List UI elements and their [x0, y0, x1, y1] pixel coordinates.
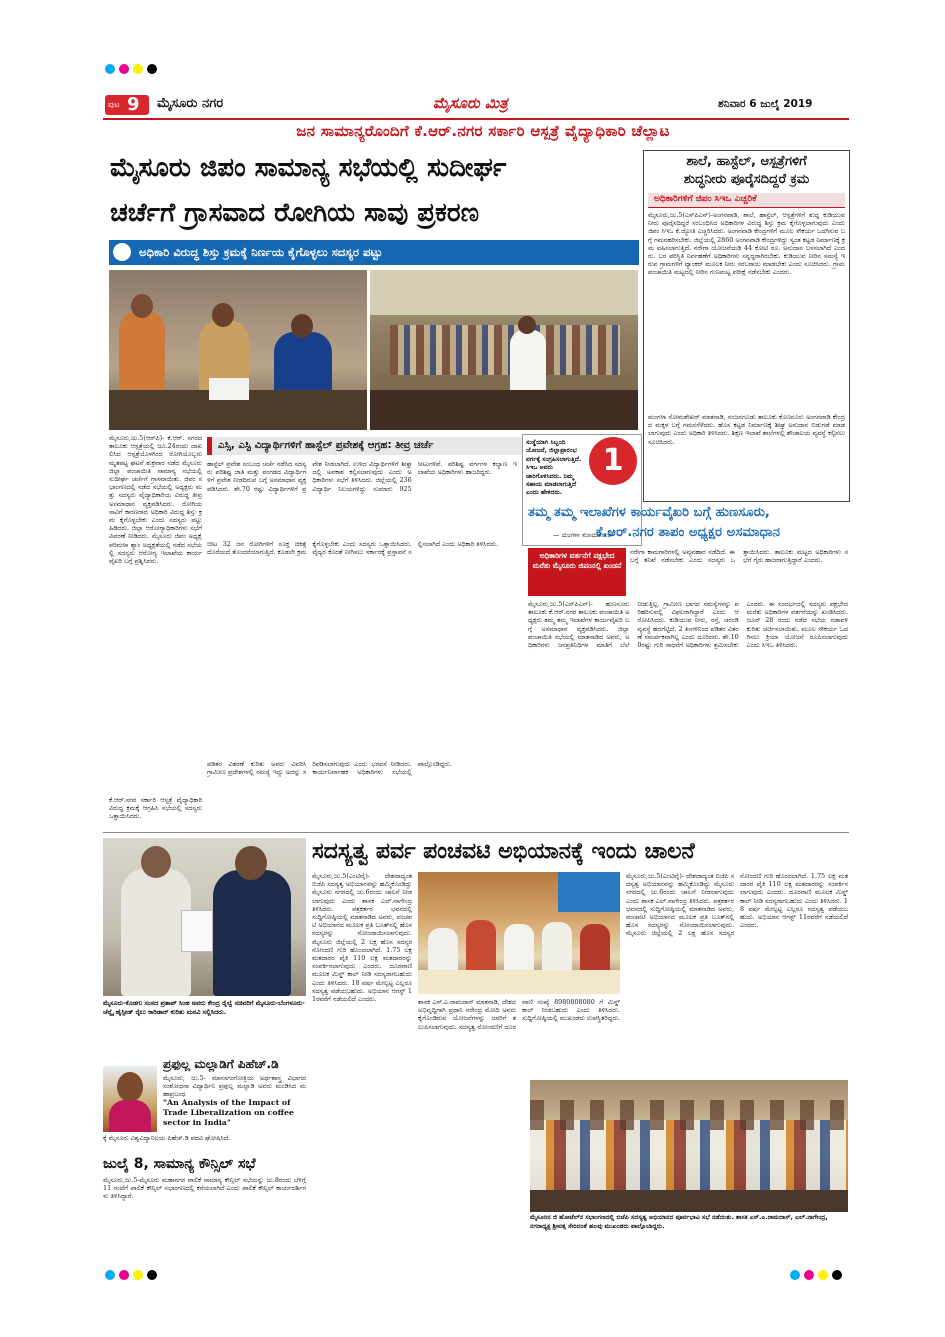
mp-photo-caption: ಮೈಸೂರು-ಕೊಡಗು ಸಂಸದ ಪ್ರತಾಪ್ ಸಿಂಹ ಅವರು ಕೇಂದ್ರ ರೈಲ್ವೆ ಸಚಿವರಿಗೆ ಮೈಸೂರು-ಬೆಂಗಳೂರು-ಚೆನ್ನೈ ಹೈಸ್ಪೀಡ್ ರೈಲು ಕಾರಿಡಾರ್ ಕುರಿತು ಮನವಿ ಸಲ್ಲಿಸಿದರು.: [103, 999, 305, 1016]
page-label: ಪುಟ: [108, 100, 120, 109]
registration-mark-magenta: [119, 64, 129, 74]
phd-thesis-title: "An Analysis of the Impact of Trade Liberalization on coffee sector in India": [163, 1098, 294, 1127]
water-body-continued: ಮಂಗಳಾ ಸೋಮಶೇಖರ್ ಮಾತನಾಡಿ, ನಂಜನಗೂಡು ತಾಲೂಕು ಕೊಣನೂರು ಅಂಗನವಾಡಿ ಕೇಂದ್ರದ ಮಕ್ಕಳ ಬಗ್ಗೆ ಗಮನಸೆಳೆದರು. ಹೊಸ ಕಟ್ಟಡ ನಿರ್ಮಾಣಕ್ಕೆ ಶೀಘ್ರ ಅನುದಾನ ಬಿಡುಗಡೆ ಮಾಡಲಾಗುವುದು ಎಂದು ಅಧಿಕಾರಿ ತಿಳಿಸಿದರು. ಶಿಕ್ಷಣ ಇಲಾಖೆ ಶಾಲೆಗಳಲ್ಲಿ ಶೌಚಾಲಯ ವ್ಯವಸ್ಥೆ ಕಲ್ಪಿಸಲು ಸೂಚಿಸಿದರು.: [648, 413, 845, 446]
page-number-badge: [105, 95, 149, 115]
phd-story: [103, 1056, 306, 1152]
lead-subhead: ಅಧಿಕಾರಿ ವಿರುದ್ಧ ಶಿಸ್ತು ಕ್ರಮಕ್ಕೆ ನಿರ್ಣಯ ಕೈಗೊಳ್ಳಲು ಸದಸ್ಯರ ಪಟ್ಟು: [139, 245, 383, 259]
meeting-photo-hall: [370, 270, 638, 430]
lead-body-continued: ಬೀಟ 32 ಜನ ರೋಗಿಗಳಿಗೆ ಸೂಕ್ತ ಚಿಕಿತ್ಸೆ ದೊರೆಯದೆ ತೊಂದರೆಯಾಗುತ್ತಿದೆ. ಕೂಡಲೇ ಕ್ರಮ ಕೈಗೊಳ್ಳಬೇಕು ಎಂದು ಸದಸ್ಯರು ಒತ್ತಾಯಿಸಿದರು. ವೈದ್ಯರ ಕೊರತೆ ನೀಗಿಸಲು ಸರ್ಕಾರಕ್ಕೆ ಪ್ರಸ್ತಾವನೆ ಸಲ್ಲಿಸಲಾಗಿದೆ ಎಂದು ಅಧಿಕಾರಿ ತಿಳಿಸಿದರು.: [207, 540, 499, 557]
hostel-body: ಹಾಸ್ಟೆಲ್ ಪ್ರವೇಶ ಸಂಬಂಧ ಚರ್ಚೆ ನಡೆಸಿದ ಸದಸ್ಯರು ಪರಿಶಿಷ್ಟ ಜಾತಿ ಮತ್ತು ಪಂಗಡದ ವಿದ್ಯಾರ್ಥಿಗಳಿಗೆ ಪ್ರವೇಶ ನೀಡದಿರುವ ಬಗ್ಗೆ ಅಸಮಾಧಾನ ವ್ಯಕ್ತಪಡಿಸಿದರು. ಶೇ.70 ರಷ್ಟು ವಿದ್ಯಾರ್ಥಿಗಳಿಗೆ ಪ್ರವೇಶ ನೀಡಲಾಗಿದೆ. ಉಳಿದ ವಿದ್ಯಾರ್ಥಿಗಳಿಗೆ ಶೀಘ್ರದಲ್ಲಿ ಅವಕಾಶ ಕಲ್ಪಿಸಲಾಗುವುದು ಎಂದು ಅಧಿಕಾರಿಗಳು ಸಭೆಗೆ ತಿಳಿಸಿದರು. ಜಿಲ್ಲೆಯಲ್ಲಿ 236 ವಿದ್ಯಾರ್ಥಿ ನಿಲಯಗಳಿದ್ದು ಸುಮಾರು 925 ಸೀಟುಗಳಿವೆ. ಪರಿಶಿಷ್ಟ ವರ್ಗಗಳ ಕಲ್ಯಾಣ ಇಲಾಖೆಯ ಅಧಿಕಾರಿಗಳು ಹಾಜರಿದ್ದರು.: [207, 460, 517, 493]
water-subhead-bar: [648, 193, 845, 208]
page-header: [103, 93, 849, 117]
registration-mark-cyan: [105, 1270, 115, 1280]
bullet-icon: [113, 243, 131, 261]
lead-body-note: ಕೆ.ಆರ್.ನಗರ ಸರ್ಕಾರಿ ಆಸ್ಪತ್ರೆ ವೈದ್ಯಾಧಿಕಾರಿ ವಿರುದ್ಧ ಕ್ರಮಕ್ಕೆ ಆಗ್ರಹಿಸಿ ಸಭೆಯಲ್ಲಿ ಸದಸ್ಯರು ಒತ್ತಾಯಿಸಿದರು.: [109, 796, 202, 821]
registration-mark-black: [147, 1270, 157, 1280]
bjp-meeting-group-photo: [530, 1080, 848, 1212]
council-headline: ಜುಲೈ 8, ಸಾಮಾನ್ಯ ಕೌನ್ಸಿಲ್ ಸಭೆ: [103, 1156, 256, 1172]
lead-headline-line-2: ಚರ್ಚೆಗೆ ಗ್ರಾಸವಾದ ರೋಗಿಯ ಸಾವು ಪ್ರಕರಣ: [110, 198, 480, 228]
phd-headline: ಪ್ರಫುಲ್ಲ ಮಲ್ಲಾಡಿಗೆ ಪಿಹೆಚ್.ಡಿ: [163, 1057, 279, 1071]
lead-subhead-bar: [109, 240, 639, 265]
water-headline-line-2: ಶುದ್ಧನೀರು ಪೂರೈಸದಿದ್ದರೆ ಕ್ರಮ: [683, 172, 810, 187]
registration-mark-black: [147, 64, 157, 74]
registration-mark-cyan: [105, 64, 115, 74]
registration-mark-black: [832, 1270, 842, 1280]
masthead: ಮೈಸೂರು ಮಿತ್ರ: [433, 94, 508, 112]
pullquote-number: 1: [589, 437, 637, 485]
group-photo-caption: ಮೈಸೂರಿನ ಜಿ ಹೋಟೆಲ್‌ನ ಸಭಾಂಗಣದಲ್ಲಿ ಬಿಜೆಪಿ ಸದಸ್ಯತ್ವ ಅಭಿಯಾನದ ಪೂರ್ವಭಾವಿ ಸಭೆ ನಡೆಯಿತು. ಶಾಸಕ ಎಸ್.ಎ.ರಾಮದಾಸ್, ಎಲ್.ನಾಗೇಂದ್ರ, ನಗರಾಧ್ಯಕ್ಷ ಶ್ರೀವತ್ಸ ಸೇರಿದಂತೆ ಹಲವು ಮುಖಂಡರು ಪಾಲ್ಗೊಂಡಿದ್ದರು.: [530, 1214, 828, 1230]
lead-headline-line-1: ಮೈಸೂರು ಜಿಪಂ ಸಾಮಾನ್ಯ ಸಭೆಯಲ್ಲಿ ಸುದೀರ್ಘ: [110, 153, 507, 183]
water-story-box: [643, 150, 850, 502]
panchavati-headline: ಸದಸ್ಯತ್ವ ಪರ್ವ ಪಂಚವಟಿ ಅಭಿಯಾನಕ್ಕೆ ಇಂದು ಚಾಲನೆ: [312, 839, 695, 864]
pullquote-text: ಸಂಸ್ಥೆಯಾಗಿ ಸಿಬ್ಬಂದಿ ಯೋಜನೆ, ಜಿಲ್ಲಾಪ್ರಾರಂಭ ವರ್ಗಕ್ಕೆ ಸಂಗ್ರಹಿಸಲಾಗುತ್ತಿದೆ. ಸಿಇಒ ಅವರು ಜಾರಿಗೊಳಿಸಿದರು. ನಿಮ್ಮ ಸಹಾಯ ಮಾಡಲಾಗುತ್ತಿದೆ ಎಂದು ಹೇಳಿದರು.: [526, 439, 582, 497]
phd-body-end: ಕ್ಕೆ ಮೈಸೂರು ವಿಶ್ವವಿದ್ಯಾನಿಲಯ ಪಿಹೆಚ್.ಡಿ ಪದವಿ ಘೋಷಿಸಿದೆ.: [103, 1134, 231, 1142]
taluk-body-intro: ನರೇಗಾ ಕಾಮಗಾರಿಗಳಲ್ಲಿ ಅವ್ಯವಹಾರ ನಡೆದಿದೆ. ಈ ಬಗ್ಗೆ ತನಿಖೆ ನಡೆಸಬೇಕು ಎಂದು ಸದಸ್ಯರು ಒತ್ತಾಯಿಸಿದರು. ತಾಲೂಕು ಮಟ್ಟದ ಅಧಿಕಾರಿಗಳು ಸಭೆಗೆ ಗೈರು ಹಾಜರಾಗುತ್ತಿದ್ದಾರೆ ಎಂದರು.: [630, 548, 848, 565]
hostel-headline: ಎಸ್ಸಿ, ಎಸ್ಟಿ ವಿದ್ಯಾರ್ಥಿಗಳಿಗೆ ಹಾಸ್ಟೆಲ್ ಪ್ರವೇಶಕ್ಕೆ ಆಗ್ರಹ: ತೀವ್ರ ಚರ್ಚೆ: [218, 440, 434, 451]
council-body: ಮೈಸೂರು,ಜು.5-ಮೈಸೂರು ಮಹಾನಗರ ಪಾಲಿಕೆ ಸಾಮಾನ್ಯ ಕೌನ್ಸಿಲ್ ಸಭೆಯನ್ನು ಜು.8ರಂದು ಬೆಳಿಗ್ಗೆ 11 ಗಂಟೆಗೆ ಪಾಲಿಕೆ ಕೌನ್ಸಿಲ್ ಸಭಾಂಗಣದಲ್ಲಿ ಕರೆಯಲಾಗಿದೆ ಎಂದು ಪಾಲಿಕೆ ಕೌನ್ಸಿಲ್ ಕಾರ್ಯದರ್ಶಿಗಳು ತಿಳಿಸಿದ್ದಾರೆ.: [103, 1176, 306, 1201]
section-title: ಮೈಸೂರು ನಗರ: [157, 96, 224, 111]
water-body: ಮೈಸೂರು,ಜು.5(ಎಸ್‌ಪಿಎನ್)-ಅಂಗನವಾಡಿ, ಶಾಲೆ, ಹಾಸ್ಟೆಲ್, ಆಸ್ಪತ್ರೆಗಳಿಗೆ ಶುದ್ಧ ಕುಡಿಯುವ ನೀರು ಪೂರೈಸದಿದ್ದರೆ ಸಂಬಂಧಿಸಿದ ಅಧಿಕಾರಿಗಳ ವಿರುದ್ಧ ಶಿಸ್ತು ಕ್ರಮ ಕೈಗೊಳ್ಳಲಾಗುವುದು ಎಂದು ಜಿಪಂ ಸಿಇಒ ಕೆ.ಜ್ಯೋತಿ ಎಚ್ಚರಿಸಿದರು. ಅಂಗನವಾಡಿ ಕೇಂದ್ರಗಳಿಗೆ ಮೂಲ ಸೌಕರ್ಯ ಒದಗಿಸುವ ಬಗ್ಗೆ ಗಮನಹರಿಸಬೇಕು. ಜಿಲ್ಲೆಯಲ್ಲಿ 2860 ಅಂಗನವಾಡಿ ಕೇಂದ್ರಗಳಿದ್ದು ಸ್ವಂತ ಕಟ್ಟಡ ನಿರ್ಮಾಣಕ್ಕೆ ಕ್ರಮ ವಹಿಸಲಾಗುತ್ತಿದೆ. ನರೇಗಾ ಯೋಜನೆಯಡಿ 44 ಕೋಟಿ ರೂ. ಅನುದಾನ ಬಳಸಲಾಗಿದೆ ಎಂದರು. ಬರ ಪರಿಸ್ಥಿತಿ ನಿರ್ವಹಣೆಗೆ ಅಧಿಕಾರಿಗಳು ಸನ್ನದ್ಧರಾಗಿರಬೇಕು. ಕುಡಿಯುವ ನೀರಿನ ಸಮಸ್ಯೆ ಇರುವ ಗ್ರಾಮಗಳಿಗೆ ಟ್ಯಾಂಕರ್ ಮೂಲಕ ನೀರು ಸರಬರಾಜು ಮಾಡಬೇಕು ಎಂದು ಸೂಚಿಸಿದರು. ಗ್ರಾಮ ಪಂಚಾಯಿತಿ ಮಟ್ಟದಲ್ಲಿ ನೀರಿನ ಗುಣಮಟ್ಟ ಪರೀಕ್ಷೆ ನಡೆಸಬೇಕು ಎಂದರು.: [648, 211, 845, 277]
phd-portrait-photo: [103, 1066, 157, 1132]
panchavati-body-column-2: ಶಾಸಕ ಎಸ್.ಎ.ರಾಮದಾಸ್ ಮಾತನಾಡಿ, ದೇಶದ ಅಭಿವೃದ್ಧಿಗಾಗಿ ಪ್ರಧಾನಿ ನರೇಂದ್ರ ಮೋದಿ ಅವರು ಕೈಗೊಂಡಿರುವ ಯೋಜನೆಗಳನ್ನು ಜನರಿಗೆ ತಲುಪಿಸಲಾಗುವುದು. ಸದಸ್ಯತ್ವ ನೋಂದಣಿಗೆ ದೂರವಾಣಿ ಸಂಖ್ಯೆ 8980808080 ಗೆ ಮಿಸ್ಡ್ ಕಾಲ್ ನೀಡಬಹುದು ಎಂದು ತಿಳಿಸಿದರು. ಸುದ್ದಿಗೋಷ್ಠಿಯಲ್ಲಿ ಮುಖಂಡರು ಉಪಸ್ಥಿತರಿದ್ದರು.: [418, 998, 620, 1031]
kicker-headline: ಜನ ಸಾಮಾನ್ಯರೊಂದಿಗೆ ಕೆ.ಆರ್.ನಗರ ಸರ್ಕಾರಿ ಆಸ್ಪತ್ರೆ ವೈದ್ಯಾಧಿಕಾರಿ ಚೆಲ್ಲಾಟ: [296, 122, 670, 140]
mp-petition-photo: [103, 838, 306, 996]
phd-body: ಮೈಸೂರು, ಜು.5- ಮಾನಸಗಂಗೋತ್ರಿಯ ಅರ್ಥಶಾಸ್ತ್ರ ವಿಭಾಗದ ಸಂಶೋಧನಾ ವಿದ್ಯಾರ್ಥಿನಿ ಪ್ರಫುಲ್ಲ ಮಲ್ಲಾಡಿ ಅವರು ಮಂಡಿಸಿದ ಮಹಾಪ್ರಬಂಧ: [163, 1074, 306, 1098]
taluk-headline-line-1: ತಮ್ಮ ತಮ್ಮ ಇಲಾಖೆಗಳ ಕಾರ್ಯವೈಖರಿ ಬಗ್ಗೆ ಹುಣಸೂರು,: [528, 505, 770, 520]
registration-mark-yellow: [818, 1270, 828, 1280]
hostel-headline-bar: [207, 437, 522, 455]
registration-mark-yellow: [133, 1270, 143, 1280]
page-date: ಶನಿವಾರ 6 ಜುಲೈ 2019: [718, 98, 813, 110]
lead-body-column-1: ಮೈಸೂರು,ಜು.5(ಆರ್‌ಪಿ)- ಕೆ.ಆರ್. ನಗರದ ತಾಲೂಕು ಆಸ್ಪತ್ರೆಯಲ್ಲಿ ಜೂ.24ರಂದು ದಾಖಲಿಸಿದ ಆಸ್ಪತ್ರೆಯೊಳಗಿಂದ ರೋಗಿಯೊಬ್ಬರು ಮೃತಪಟ್ಟ ಘಟನೆ ಶುಕ್ರವಾರ ನಡೆದ ಮೈಸೂರು ಜಿಲ್ಲಾ ಪಂಚಾಯಿತಿ ಸಾಮಾನ್ಯ ಸಭೆಯಲ್ಲಿ ಸುದೀರ್ಘ ಚರ್ಚೆಗೆ ಗ್ರಾಸವಾಯಿತು. ಜಿಪಂ ಸಭಾಂಗಣದಲ್ಲಿ ನಡೆದ ಸಭೆಯಲ್ಲಿ ಅಧ್ಯಕ್ಷರು ಮತ್ತು ಸದಸ್ಯರು ವೈದ್ಯಾಧಿಕಾರಿಯ ವಿರುದ್ಧ ತೀವ್ರ ಅಸಮಾಧಾನ ವ್ಯಕ್ತಪಡಿಸಿದರು. ರೋಗಿಯ ಸಾವಿಗೆ ಕಾರಣರಾದ ಅಧಿಕಾರಿ ವಿರುದ್ಧ ಶಿಸ್ತು ಕ್ರಮ ಕೈಗೊಳ್ಳಬೇಕು ಎಂದು ಸದಸ್ಯರು ಪಟ್ಟು ಹಿಡಿದರು. ಜಿಲ್ಲಾ ಆರೋಗ್ಯಾಧಿಕಾರಿಗಳು ಸಭೆಗೆ ವಿವರಣೆ ನೀಡಿದರು. ಮೈಸೂರು ಜಿಪಂ ಅಧ್ಯಕ್ಷೆ ಪರಿಮಳಾ ಶ್ಯಾಂ ಅಧ್ಯಕ್ಷತೆಯಲ್ಲಿ ನಡೆದ ಸಭೆಯಲ್ಲಿ ಸದಸ್ಯರು ಆರೋಗ್ಯ ಇಲಾಖೆಯ ಕಾರ್ಯವೈಖರಿ ಬಗ್ಗೆ ಪ್ರಶ್ನಿಸಿದರು.: [109, 434, 202, 566]
registration-mark-yellow: [133, 64, 143, 74]
panchavati-body-column-1: ಮೈಸೂರು,ಜು.5(ಎಂಟಿವೈ)- ದೇಶದಾದ್ಯಂತ ಬಿಜೆಪಿ ಸದಸ್ಯತ್ವ ಅಭಿಯಾನವನ್ನು ಹಮ್ಮಿಕೊಂಡಿದ್ದು ಮೈಸೂರು ನಗರದಲ್ಲಿ ಜು.6ರಂದು ಚಾಲನೆ ನೀಡಲಾಗುವುದು ಎಂದು ಶಾಸಕ ಎಲ್.ನಾಗೇಂದ್ರ ತಿಳಿಸಿದರು. ಪತ್ರಕರ್ತರ ಭವನದಲ್ಲಿ ಸುದ್ದಿಗೋಷ್ಠಿಯಲ್ಲಿ ಮಾತನಾಡಿದ ಅವರು, ಪಂಚವಟಿ ಅಭಿಯಾನದ ಮೂಲಕ ಪ್ರತಿ ಬೂತ್‌ನಲ್ಲಿ ಹೊಸ ಸದಸ್ಯರನ್ನು ನೋಂದಾಯಿಸಲಾಗುವುದು. ಮೈಸೂರು ಜಿಲ್ಲೆಯಲ್ಲಿ 2 ಲಕ್ಷ ಹೊಸ ಸದಸ್ಯರ ನೋಂದಣಿ ಗುರಿ ಹೊಂದಲಾಗಿದೆ. 1.75 ಲಕ್ಷ ಮತದಾರರ ಪೈಕಿ 110 ಲಕ್ಷ ಮತದಾರರನ್ನು ಸಂಪರ್ಕಿಸಲಾಗುವುದು ಎಂದರು. ದೂರವಾಣಿ ಮೂಲಕ ಮಿಸ್ಡ್ ಕಾಲ್ ನೀಡಿ ಸದಸ್ಯರಾಗಬಹುದು ಎಂದು ತಿಳಿಸಿದರು. 18 ವರ್ಷ ಮೇಲ್ಪಟ್ಟ ಎಲ್ಲರೂ ಸದಸ್ಯತ್ವ ಪಡೆಯಬಹುದು. ಅಭಿಯಾನ ಆಗಸ್ಟ್ 11ರವರೆಗೆ ನಡೆಯಲಿದೆ ಎಂದರು.: [312, 872, 412, 1004]
registration-mark-magenta: [804, 1270, 814, 1280]
lead-body-rationing: ಪಡಿತರ ವಿತರಣೆ ಕುರಿತು ಅವರು ವಿವರಿಸಿ ಗ್ರಾಮೀಣ ಪ್ರದೇಶಗಳಲ್ಲಿ ಸಮಸ್ಯೆ ಇದ್ದು ಅದನ್ನು ಸರಿಪಡಿಸಲಾಗುವುದು ಎಂದು ಭರವಸೆ ನೀಡಿದರು. ಕಾರ್ಯನಿರ್ವಾಹಕ ಅಧಿಕಾರಿಗಳು ಸಭೆಯಲ್ಲಿ ಪಾಲ್ಗೊಂಡಿದ್ದರು.: [207, 760, 452, 777]
header-rule: [103, 118, 849, 120]
pullquote-byline: — ಮಂಗಳಾ ಸೋಮಶೇಖರ್: [553, 531, 613, 539]
panchavati-body-column-3: ಮೈಸೂರು,ಜು.5(ಎಂಟಿವೈ)- ದೇಶದಾದ್ಯಂತ ಬಿಜೆಪಿ ಸದಸ್ಯತ್ವ ಅಭಿಯಾನವನ್ನು ಹಮ್ಮಿಕೊಂಡಿದ್ದು ಮೈಸೂರು ನಗರದಲ್ಲಿ ಜು.6ರಂದು ಚಾಲನೆ ನೀಡಲಾಗುವುದು ಎಂದು ಶಾಸಕ ಎಲ್.ನಾಗೇಂದ್ರ ತಿಳಿಸಿದರು. ಪತ್ರಕರ್ತರ ಭವನದಲ್ಲಿ ಸುದ್ದಿಗೋಷ್ಠಿಯಲ್ಲಿ ಮಾತನಾಡಿದ ಅವರು, ಪಂಚವಟಿ ಅಭಿಯಾನದ ಮೂಲಕ ಪ್ರತಿ ಬೂತ್‌ನಲ್ಲಿ ಹೊಸ ಸದಸ್ಯರನ್ನು ನೋಂದಾಯಿಸಲಾಗುವುದು. ಮೈಸೂರು ಜಿಲ್ಲೆಯಲ್ಲಿ 2 ಲಕ್ಷ ಹೊಸ ಸದಸ್ಯರ ನೋಂದಣಿ ಗುರಿ ಹೊಂದಲಾಗಿದೆ. 1.75 ಲಕ್ಷ ಮತದಾರರ ಪೈಕಿ 110 ಲಕ್ಷ ಮತದಾರರನ್ನು ಸಂಪರ್ಕಿಸಲಾಗುವುದು ಎಂದರು. ದೂರವಾಣಿ ಮೂಲಕ ಮಿಸ್ಡ್ ಕಾಲ್ ನೀಡಿ ಸದಸ್ಯರಾಗಬಹುದು ಎಂದು ತಿಳಿಸಿದರು. 18 ವರ್ಷ ಮೇಲ್ಪಟ್ಟ ಎಲ್ಲರೂ ಸದಸ್ಯತ್ವ ಪಡೆಯಬಹುದು. ಅಭಿಯಾನ ಆಗಸ್ಟ್ 11ರವರೆಗೆ ನಡೆಯಲಿದೆ ಎಂದರು.: [626, 872, 848, 938]
section-divider: [103, 832, 849, 833]
taluk-sub: ಅಧಿಕಾರಿಗಳ ವರ್ತನೆಗೆ ಪಕ್ಷಭೇದ ಮರೆತು ಮೈಸೂರು ಜಿಪಂನಲ್ಲಿ ಖಂಡನೆ: [532, 551, 622, 570]
page-number: 9: [127, 94, 140, 115]
registration-mark-magenta: [119, 1270, 129, 1280]
water-subhead: ಅಧಿಕಾರಿಗಳಿಗೆ ಜಿಪಂ ಸಿಇಒ ಎಚ್ಚರಿಕೆ: [654, 194, 757, 204]
water-headline-line-1: ಶಾಲೆ, ಹಾಸ್ಟೆಲ್, ಆಸ್ಪತ್ರೆಗಳಿಗೆ: [686, 154, 807, 169]
press-conference-photo: [418, 872, 620, 994]
meeting-photo-officials: [109, 270, 367, 430]
taluk-sub-box: [528, 548, 626, 596]
registration-mark-cyan: [790, 1270, 800, 1280]
taluk-headline-line-2: ಕೆ.ಆರ್.ನಗರ ತಾಪಂ ಅಧ್ಯಕ್ಷರ ಅಸಮಾಧಾನ: [595, 525, 781, 540]
taluk-body: ಮೈಸೂರು,ಜು.5(ಎಸ್‌ಪಿಎನ್)- ಹುಣಸೂರು ತಾಲೂಕು ಕೆ.ಆರ್.ನಗರ ತಾಲೂಕು ಪಂಚಾಯಿತಿ ಅಧ್ಯಕ್ಷರು ತಮ್ಮ ತಮ್ಮ ಇಲಾಖೆಗಳ ಕಾರ್ಯವೈಖರಿ ಬಗ್ಗೆ ಅಸಮಾಧಾನ ವ್ಯಕ್ತಪಡಿಸಿದರು. ಜಿಲ್ಲಾ ಪಂಚಾಯಿತಿ ಸಭೆಯಲ್ಲಿ ಮಾತನಾಡಿದ ಅವರು, ಅಧಿಕಾರಿಗಳು ಜನಪ್ರತಿನಿಧಿಗಳ ಮಾತಿಗೆ ಬೆಲೆ ನೀಡುತ್ತಿಲ್ಲ. ಗ್ರಾಮೀಣ ಭಾಗದ ಸಮಸ್ಯೆಗಳನ್ನು ಪರಿಹರಿಸುವಲ್ಲಿ ವಿಫಲರಾಗಿದ್ದಾರೆ ಎಂದು ಆರೋಪಿಸಿದರು. ಕುಡಿಯುವ ನೀರು, ರಸ್ತೆ, ಚರಂಡಿ ವ್ಯವಸ್ಥೆ ಹದಗೆಟ್ಟಿದೆ. 2 ತಿಂಗಳಿನಿಂದ ಪಡಿತರ ವಿತರಣೆ ಸಮರ್ಪಕವಾಗಿಲ್ಲ ಎಂದು ದೂರಿದರು. ಶೇ.100ರಷ್ಟು ಗುರಿ ಸಾಧನೆಗೆ ಅಧಿಕಾರಿಗಳು ಶ್ರಮಿಸಬೇಕು ಎಂದರು. ಈ ಸಂದರ್ಭದಲ್ಲಿ ಸದಸ್ಯರು ಪಕ್ಷಭೇದ ಮರೆತು ಅಧಿಕಾರಿಗಳ ವರ್ತನೆಯನ್ನು ಖಂಡಿಸಿದರು. ಜೂನ್ 28 ರಂದು ನಡೆದ ಸಭೆಯ ನಡಾವಳಿ ಕುರಿತು ಚರ್ಚಿಸಲಾಯಿತು. ಮೂಲ ಸೌಕರ್ಯ ಒದಗಿಸಲು ಕ್ರಿಯಾ ಯೋಜನೆ ರೂಪಿಸಲಾಗುವುದು ಎಂದು ಸಿಇಒ ತಿಳಿಸಿದರು.: [528, 600, 848, 650]
